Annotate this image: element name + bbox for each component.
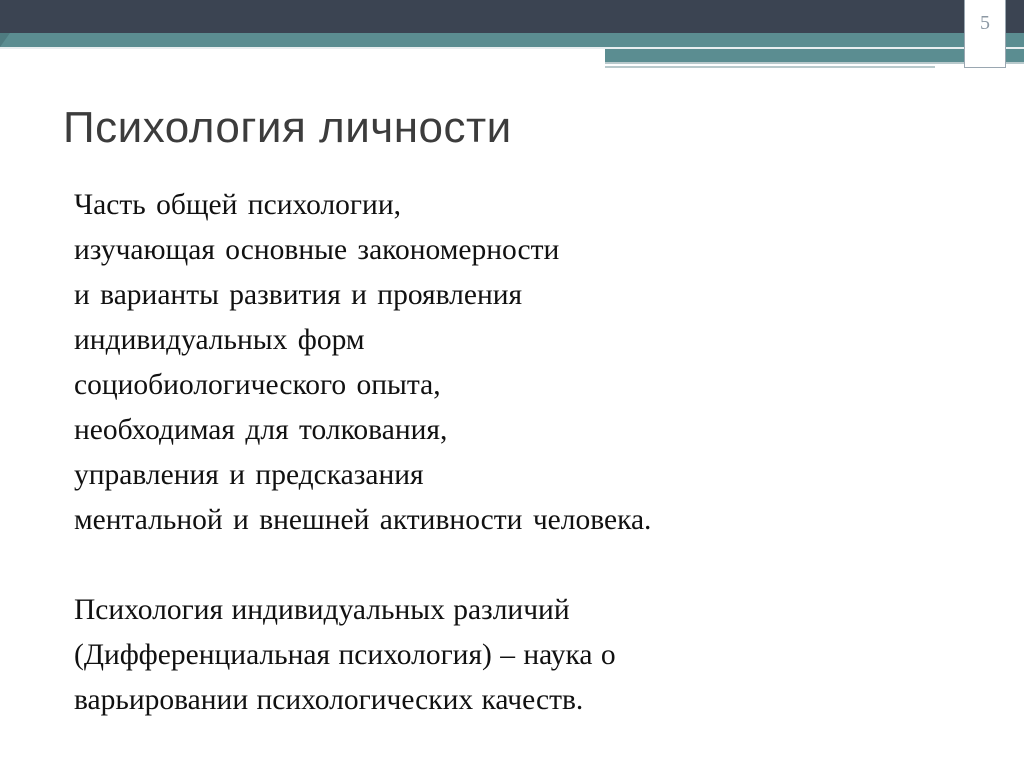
header-fold-shadow: [0, 33, 10, 47]
header-band-dark: [0, 0, 1024, 33]
header-accent-band: [605, 49, 1024, 62]
page-number-tab: [964, 0, 1006, 68]
definition-paragraph: Часть общей психологии, изучающая основные закономерности и варианты развития и проявления индивидуальных форм социобиологического опыта, необходимая для толкования, управления и предсказания ментальной и внешней активности человека.: [74, 189, 652, 536]
page-number: 5: [980, 12, 990, 34]
differential-psychology-paragraph: Психология индивидуальных различий (Дифференциальная психология) – наука о варьировании психологических качеств.: [74, 594, 616, 716]
header-band-teal: [0, 33, 1024, 47]
slide-title: Психология личности: [63, 103, 512, 152]
header-accent-line: [605, 62, 1024, 64]
header-accent-line: [605, 66, 935, 68]
